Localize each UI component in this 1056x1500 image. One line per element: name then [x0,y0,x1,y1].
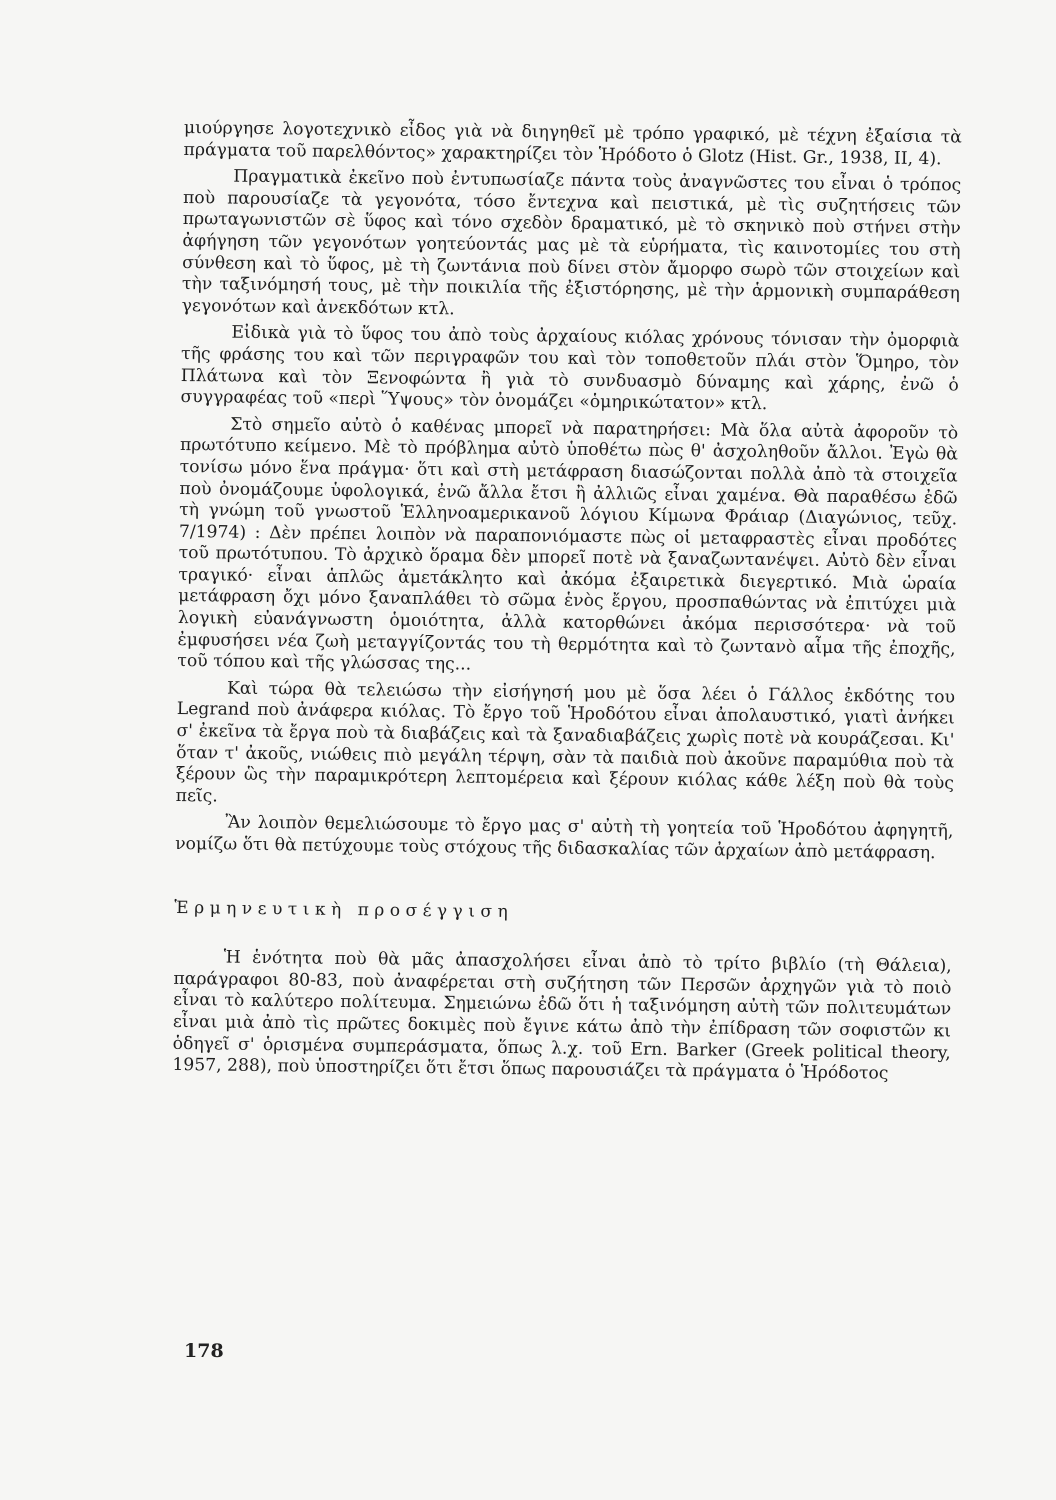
section-heading: Ἑρμηνευτικὴ προσέγγιση [174,897,514,922]
body-text [172,118,962,1091]
paragraph: Καὶ τώρα θὰ τελειώσω τὴν εἰσήγησή μου μὲ ὅσα λέει ὁ Γάλλος ἐκδότης του Legrand ποὺ ἀνάφερα κιόλας. Τὸ ἔργο τοῦ Ἡροδότου εἶναι ἀπολαυστικό, γιατὶ ἀνήκει σ' ἐκεῖνα τὰ ἔργα ποὺ τὰ διαβάζεις καὶ τὰ ξαναδιαβάζεις χωρὶς ποτὲ νὰ κουράζεσαι. Κι' ὅταν τ' ἀκοῦς, νιώθεις πιὸ μεγάλη τέρψη, σὰν τὰ παιδιὰ ποὺ ἀκοῦνε παραμύθια ποὺ τὰ ξέρουν ὣς τὴν παραμικρότερη λεπτομέρεια καὶ ξέρουν κιόλας κάθε λέξη ποὺ θὰ τοὺς πεῖς. [175,678,956,807]
page-number: 178 [184,1340,224,1362]
paragraph: Ἡ ἑνότητα ποὺ θὰ μᾶς ἀπασχολήσει εἶναι ἀπὸ τὸ τρίτο βιβλίο (τὴ Θάλεια), παράγραφοι 80-83, ποὺ ἀναφέρεται στὴ συζήτηση τῶν Περσῶν ἀρχηγῶν γιὰ τὸ ποιὸ εἶναι τὸ καλύτερο πολίτευμα. Σημειώνω ἐδῶ ὅτι ἡ ταξινόμηση αὐτὴ τῶν πολιτευμάτων εἶναι μιὰ ἀπὸ τὶς πρῶτες δοκιμὲς ποὺ ἔγινε κάτω ἀπὸ τὴν ἐπίδραση τῶν σοφιστῶν κι ὁδηγεῖ σ' ὁρισμένα συμπεράσματα, ὅπως λ.χ. τοῦ Ern. Barker (Greek political theory, 1957, 288), ποὺ ὑποστηρίζει ὅτι ἔτσι ὅπως παρουσιάζει τὰ πράγματα ὁ Ἡρόδοτος [172,947,952,1084]
paragraph: Πραγματικὰ ἐκεῖνο ποὺ ἐντυπωσίαζε πάντα τοὺς ἀναγνῶστες του εἶναι ὁ τρόπος ποὺ παρουσίαζε τὰ γεγονότα, τόσο ἔντεχνα καὶ πειστικά, μὲ τὶς συζητήσεις τῶν πρωταγωνιστῶν σὲ ὕφος καὶ τόνο σχεδὸν δραματικό, μὲ τὸ σκηνικὸ ποὺ στήνει στὴν ἀφήγηση τῶν γεγονότων γοητεύοντάς μας μὲ τὰ εὑρήματα, τὶς καινοτομίες του στὴ σύνθεση καὶ τὸ ὕφος, μὲ τὴ ζωντάνια ποὺ δίνει στὸν ἄμορφο σωρὸ τῶν στοιχείων καὶ τὴν ταξινόμησή τους, μὲ τὴν ποικιλία τῆς ἐξιστόρησης, μὲ τὴν ἁρμονικὴ συμπαράθεση γεγονότων καὶ ἀνεκδότων κτλ. [181,166,962,320]
paragraph-continuation: μιούργησε λογοτεχνικὸ εἶδος γιὰ νὰ διηγηθεῖ μὲ τρόπο γραφικό, μὲ τέχνη ἐξαίσια τὰ πράγματα τοῦ παρελθόντος» χαρακτηρίζει τὸν Ἡρόδοτο ὁ Glotz (Hist. Gr., 1938, II, 4). [183,118,962,169]
paragraph: Εἰδικὰ γιὰ τὸ ὕφος του ἀπὸ τοὺς ἀρχαίους κιόλας χρόνους τόνισαν τὴν ὀμορφιὰ τῆς φράσης του καὶ τῶν περιγραφῶν του καὶ τὸν τοποθετοῦν πλάι στὸν Ὅμηρο, τὸν Πλάτωνα καὶ τὸν Ξενοφώντα ἢ γιὰ τὸ συνδυασμὸ δύναμης καὶ χάρης, ἐνῶ ὁ συγγραφέας τοῦ «περὶ Ὕψους» τὸν ὀνομάζει «ὁμηρικώτατον» κτλ. [180,322,960,415]
paragraph: Ἂν λοιπὸν θεμελιώσουμε τὸ ἔργο μας σ' αὐτὴ τὴ γοητεία τοῦ Ἡροδότου ἀφηγητῆ, νομίζω ὅτι θὰ πετύχουμε τοὺς στόχους τῆς διδασκαλίας τῶν ἀρχαίων ἀπὸ μετάφραση. [175,812,954,864]
paragraph: Στὸ σημεῖο αὐτὸ ὁ καθένας μπορεῖ νὰ παρατηρήσει: Μὰ ὅλα αὐτὰ ἀφοροῦν τὸ πρωτότυπο κείμενο. Μὲ τὸ πρόβλημα αὐτὸ ὑποθέτω πὼς θ' ἀσχοληθοῦν ἄλλοι. Ἐγὼ θὰ τονίσω μόνο ἕνα πράγμα· ὅτι καὶ στὴ μετάφραση διασώζονται πολλὰ ἀπὸ τὰ στοιχεῖα ποὺ ὀνομάζουμε ὑφολογικά, ἐνῶ ἄλλα ἔτσι ἢ ἀλλιῶς εἶναι χαμένα. Θὰ παραθέσω ἐδῶ τὴ γνώμη τοῦ γνωστοῦ Ἑλληνοαμερικανοῦ λόγιου Κίμωνα Φράιαρ (Διαγώνιος, τεῦχ. 7/1974) : Δὲν πρέπει λοιπὸν νὰ παραπονιόμαστε πὼς οἱ μεταφραστὲς εἶναι προδότες τοῦ πρωτότυπου. Τὸ ἀρχικὸ ὅραμα δὲν μπορεῖ ποτὲ νὰ ξαναζωντανέψει. Αὐτὸ δὲν εἶναι τραγικό· εἶναι ἁπλῶς ἀμετάκλητο καὶ ἀκόμα ἐξαιρετικὰ διεγερτικό. Μιὰ ὡραία μετάφραση ὄχι μόνο ξαναπλάθει τὸ σῶμα ἑνὸς ἔργου, προσπαθώντας νὰ ἐπιτύχει μιὰ λογικὴ εὐανάγνωστη ὁμοιότητα, ἀλλὰ κατορθώνει ἀκόμα περισσότερα· νὰ τοῦ ἐμφυσήσει νέα ζωὴ μεταγγίζοντάς του τὴ θερμότητα καὶ τὸ ζωντανὸ αἷμα τῆς ἐποχῆς, τοῦ τόπου καὶ τῆς γλώσσας της... [177,414,959,675]
